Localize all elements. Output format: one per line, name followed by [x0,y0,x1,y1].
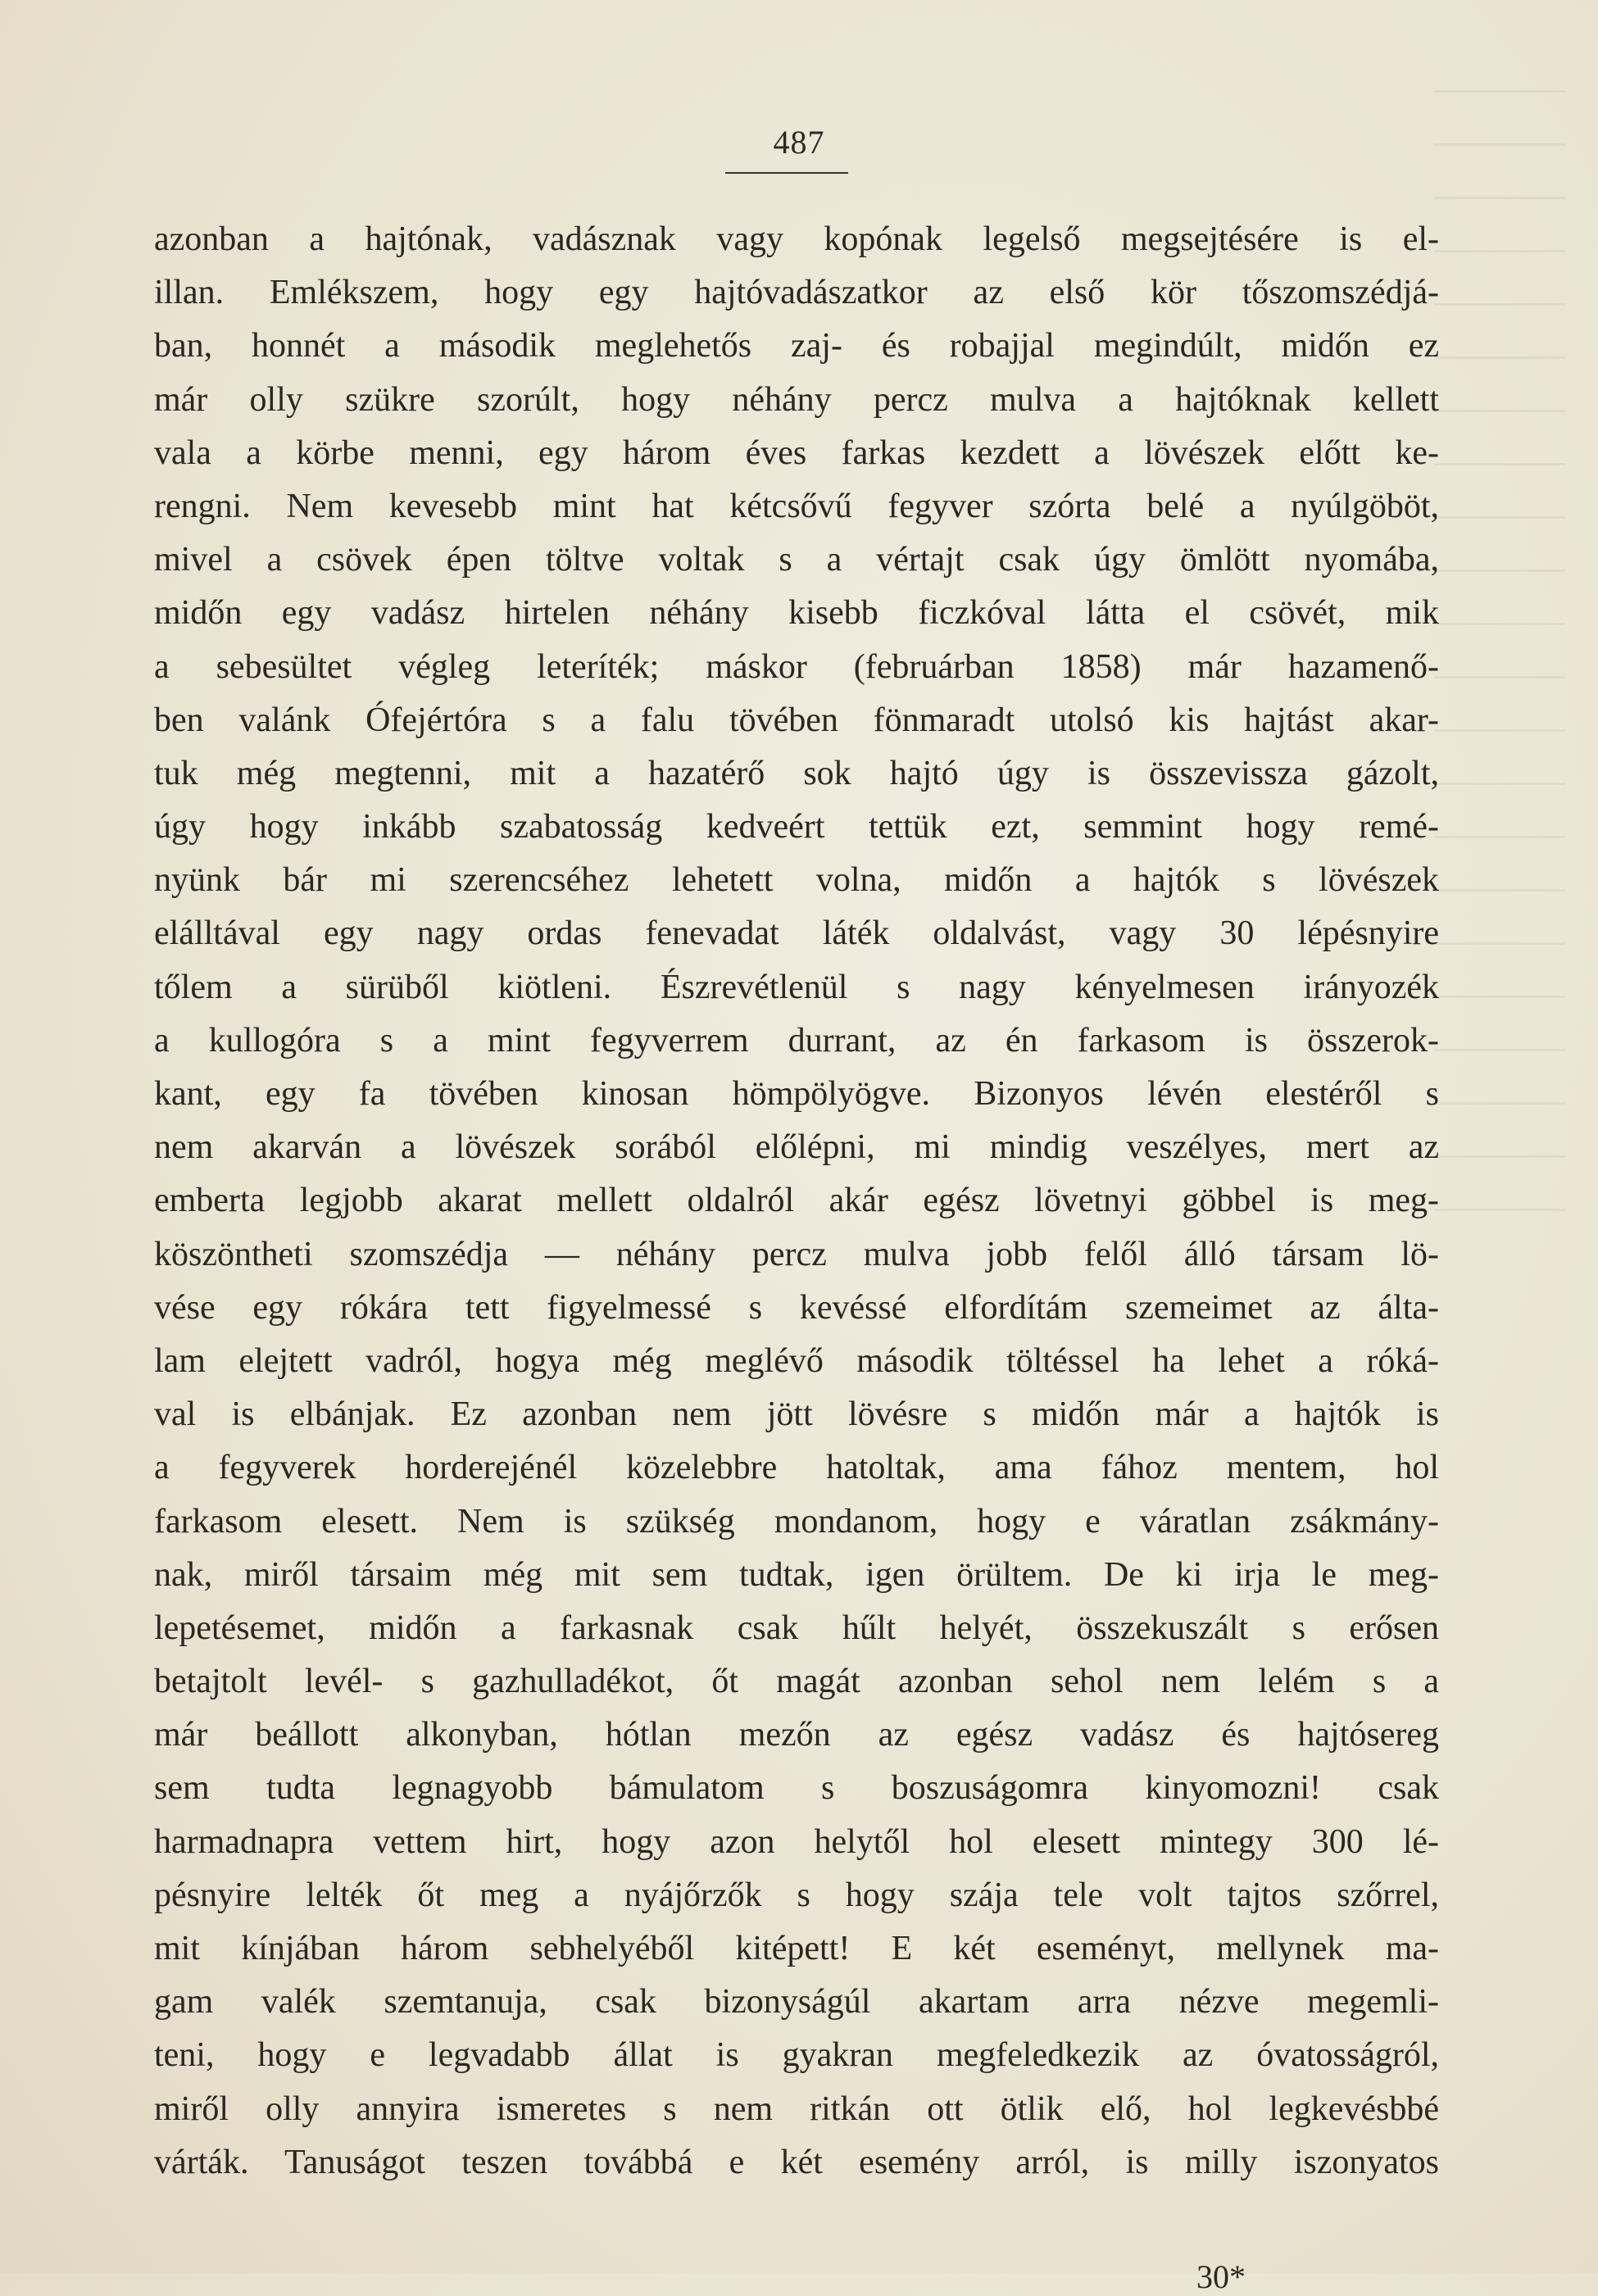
text-line: a kullogóra s a mint fegyverrem durrant, az én farkasom is összerok- [154,1021,1439,1060]
text-line: azonban a hajtónak, vadásznak vagy kopónak legelső megsejtésére is el- [154,220,1439,258]
show-through-text [1434,90,1565,1237]
text-line: tőlem a sürüből kiötleni. Észrevétlenül s nagy kényelmesen irányozék [154,968,1439,1006]
text-line: várták. Tanuságot teszen továbbá e két esemény arról, is milly iszonyatos [154,2143,1439,2181]
text-body [154,213,1439,2189]
text-line: lam elejtett vadról, hogya még meglévő második töltéssel ha lehet a róká- [154,1341,1439,1380]
text-line: vala a körbe menni, egy három éves farkas kezdett a lövészek előtt ke- [154,433,1439,472]
text-line: a fegyverek horderejénél közelebbre hatoltak, ama fához mentem, hol [154,1449,1439,1487]
text-line: mivel a csövek épen töltve voltak s a vértajt csak úgy ömlött nyomába, [154,541,1439,579]
text-line: rengni. Nem kevesebb mint hat kétcsővű fegyver szórta belé a nyúlgöböt, [154,487,1439,525]
text-line: midőn egy vadász hirtelen néhány kisebb ficzkóval látta el csövét, mik [154,594,1439,633]
text-line: mit kínjában három sebhelyéből kitépett! E két eseményt, mellynek ma- [154,1930,1439,1967]
text-line: harmadnapra vettem hirt, hogy azon helytől hol elesett mintegy 300 lé- [154,1822,1439,1861]
text-line: nem akarván a lövészek sorából előlépni, mi mindig veszélyes, mert az [154,1128,1439,1167]
text-line: sem tudta legnagyobb bámulatom s boszuságomra kinyomozni! csak [154,1769,1439,1808]
text-line: úgy hogy inkább szabatosság kedveért tettük ezt, semmint hogy remé- [154,808,1439,846]
text-line: val is elbánjak. Ez azonban nem jött lövésre s midőn már a hajtók is [154,1395,1439,1434]
text-line: nyünk bár mi szerencséhez lehetett volna, midőn a hajtók s lövészek [154,861,1439,900]
text-line: tuk még megtenni, mit a hazatérő sok hajtó úgy is összevissza gázolt, [154,754,1439,792]
text-line: pésnyire lelték őt meg a nyájőrzők s hogy szája tele volt tajtos szőrrel, [154,1876,1439,1914]
text-line: illan. Emlékszem, hogy egy hajtóvadászatkor az első kör tőszomszédjá- [154,274,1439,312]
text-line: már beállott alkonyban, hótlan mezőn az egész vadász és hajtósereg [154,1716,1439,1754]
text-line: már olly szükre szorúlt, hogy néhány percz mulva a hajtóknak kellett [154,380,1439,419]
page-number-rule [725,172,848,174]
text-line: teni, hogy e legvadabb állat is gyakran megfeledkezik az óvatosságról, [154,2036,1439,2075]
text-line: vése egy rókára tett figyelmessé s kevéssé elfordítám szemeimet az álta- [154,1288,1439,1327]
text-line: elálltával egy nagy ordas fenevadat láték oldalvást, vagy 30 lépésnyire [154,914,1439,953]
text-line: ben valánk Ófejértóra s a falu tövében fönmaradt utolsó kis hajtást akar- [154,701,1439,739]
text-line: lepetésemet, midőn a farkasnak csak hűlt helyét, összekuszált s erősen [154,1609,1439,1647]
text-line: farkasom elesett. Nem is szükség mondanom, hogy e váratlan zsákmány- [154,1502,1439,1540]
text-line: kant, egy fa tövében kinosan hömpölyögve. Bizonyos lévén elestéről s [154,1075,1439,1113]
text-line: emberta legjobb akarat mellett oldalról akár egész lövetnyi göbbel is meg- [154,1182,1439,1220]
text-line: nak, miről társaim még mit sem tudtak, igen örültem. De ki irja le meg- [154,1555,1439,1594]
text-line: miről olly annyira ismeretes s nem ritkán ott ötlik elő, hol legkevésbbé [154,2090,1439,2128]
text-line: ban, honnét a második meglehetős zaj- és robajjal megindúlt, midőn ez [154,327,1439,365]
text-line: betajtolt levél- s gazhulladékot, őt magát azonban sehol nem lelém s a [154,1663,1439,1701]
text-line: köszöntheti szomszédja — néhány percz mulva jobb felől álló társam lö- [154,1235,1439,1273]
text-line: gam valék szemtanuja, csak bizonyságúl akartam arra nézve megemli- [154,1983,1439,2021]
page-number: 487 [773,124,825,161]
signature-mark: 30* [1196,2258,1246,2295]
text-line: a sebesültet végleg leteríték; máskor (februárban 1858) már hazamenő- [154,647,1439,686]
